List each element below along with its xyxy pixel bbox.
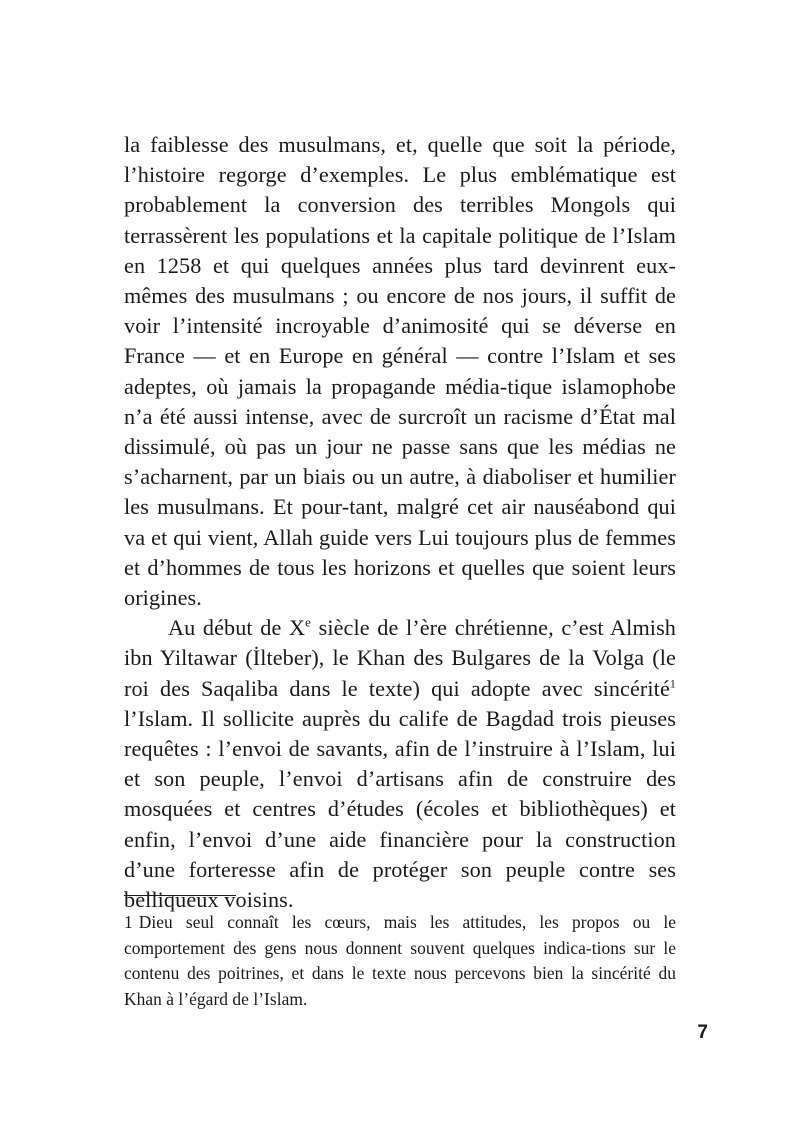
footnote-number: 1 (124, 912, 133, 932)
footnote-separator-rule (124, 895, 236, 896)
footnote-text (124, 910, 676, 1012)
ordinal-superscript: e (305, 614, 311, 630)
body-text-column (124, 130, 676, 915)
paragraph-second (124, 613, 676, 915)
paragraph-second-part-one: Au début de X (168, 615, 306, 641)
footnote-body: Dieu seul connaît les cœurs, mais les attitudes, les propos ou le comportement des gens nous donnent souvent quelques indica-tions sur le contenu des poitrines, et dans le texte nous percevons bien la sincérité du Khan à l’égard de l’Islam. (124, 912, 676, 1009)
paragraph-second-part-three: l’Islam. Il sollicite auprès du calife de Bagdad trois pieuses requêtes : l’envoi de savants, afin de l’instruire à l’Islam, lui et son peuple, l’envoi d’artisans afin de construire des mosquées et centres d’études (écoles et bibliothèques) et enfin, l’envoi d’une aide financière pour la construction d’une forteresse afin de protéger son peuple contre ses belliqueux voisins. (124, 705, 676, 913)
paragraph-continuation: la faiblesse des musulmans, et, quelle que soit la période, l’histoire regorge d’exemples. Le plus emblématique est probablement la conversion des terribles Mongols qui terrassèrent les populations et la capitale politique de l’Islam en 1258 et qui quelques années plus tard devinrent eux-mêmes des musulmans ; ou encore de nos jours, il suffit de voir l’intensité incroyable d’animosité qui se déverse en France — et en Europe en général — contre l’Islam et ses adeptes, où jamais la propagande média-tique islamophobe n’a été aussi intense, avec de surcroît un racisme d’État mal dissimulé, où pas un jour ne passe sans que les médias ne s’acharnent, par un biais ou un autre, à diaboliser et humilier les musulmans. Et pour-tant, malgré cet air nauséabond qui va et qui vient, Allah guide vers Lui toujours plus de femmes et d’hommes de tous les horizons et quelles que soient leurs origines. (124, 132, 676, 611)
page-number: 7 (697, 1022, 708, 1043)
footnote-reference-marker: 1 (669, 676, 676, 691)
footnote-area (124, 895, 676, 1012)
paragraph-second-part-two: siècle de l’ère chrétienne, c’est Almish ibn Yiltawar (İlteber), le Khan des Bulgares de la Volga (le roi des Saqaliba dans le texte) qui adopte avec sincérité (124, 615, 676, 701)
